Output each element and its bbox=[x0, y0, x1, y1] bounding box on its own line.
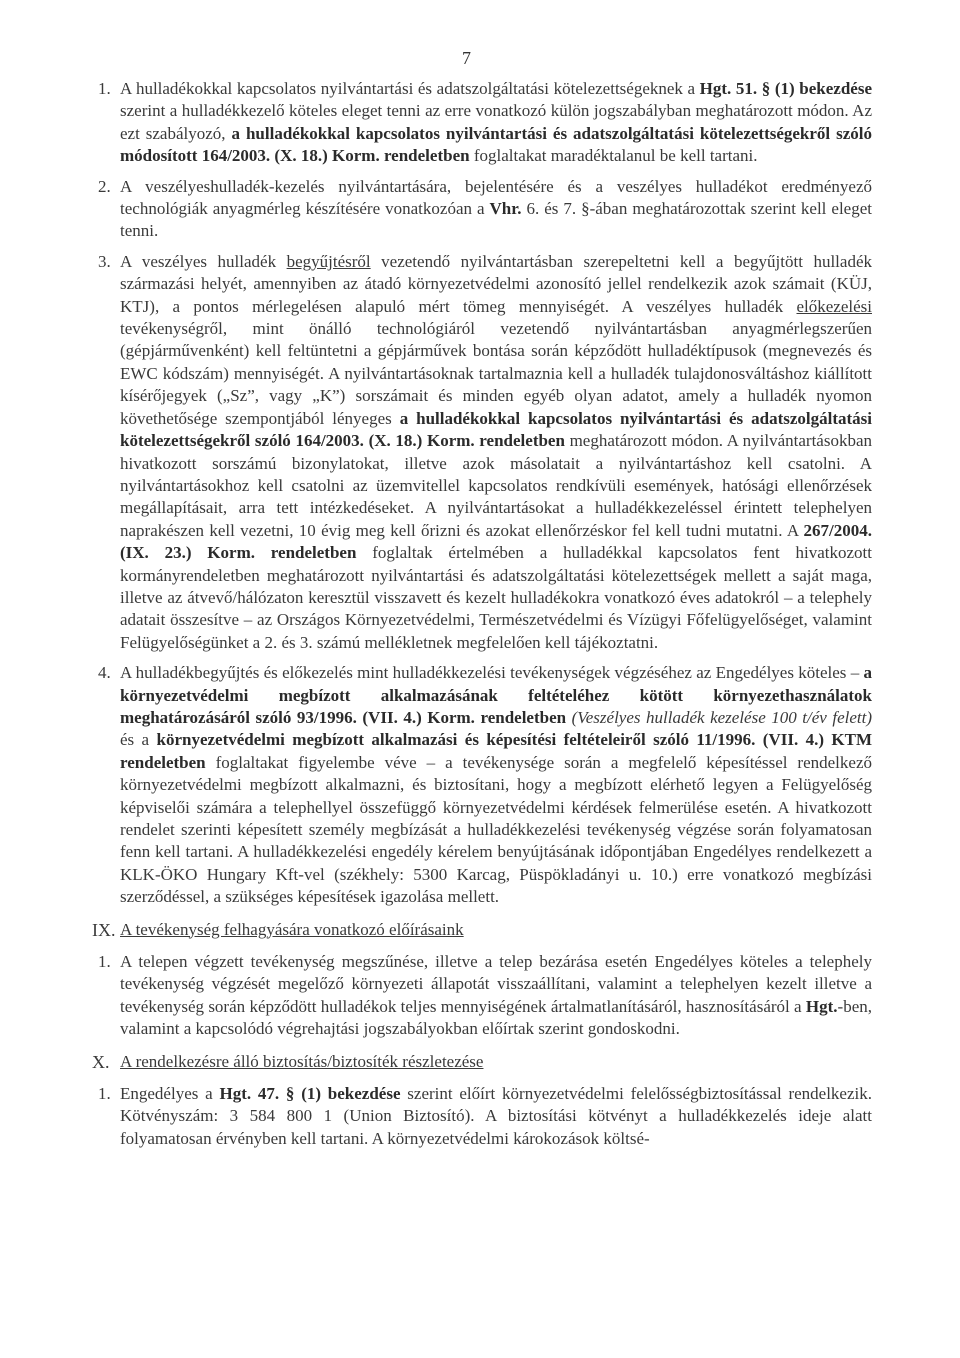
text-segment: A hulladékbegyűjtés és előkezelés mint hulladékkezelési tevékenységek végzéséhez az Engedélyes köteles – bbox=[120, 663, 864, 683]
section-x-title: A rendelkezésre álló biztosítás/biztosíték részletezése bbox=[120, 1051, 484, 1071]
text-segment: foglaltakat maradéktalanul be kell tartani. bbox=[469, 146, 758, 166]
section-ix-number: IX. bbox=[92, 919, 116, 940]
main-paragraph-3 bbox=[98, 251, 872, 654]
section-x-paragraph-1 bbox=[98, 1083, 872, 1150]
document-body bbox=[92, 78, 873, 1158]
text-segment: előkezelési bbox=[796, 296, 872, 316]
text-segment: meghatározott módon. A nyilvántartásokban hivatkozott sorszámú bizonylatokat, illetve azok másolatait a nyilvántartáshoz kell csatolni. A nyilvántartásokhoz kell csatolni az üzemvitellel kapcsolatos rendkívüli események, hatósági ellenőrzések megállapításait, arra tett intézkedéseket. A nyilvántartásokat a hulladékkezeléssel érintett telephelyen naprakészen kell vezetni, 10 évig meg kell őrizni és azokat ellenőrzéskor fel kell tudni mutatni. A bbox=[120, 431, 872, 540]
text-segment: 267/2004. (IX. 23.) Korm. rendeletben bbox=[120, 520, 872, 563]
main-paragraph-1 bbox=[98, 78, 873, 168]
page-number: 7 bbox=[462, 48, 471, 68]
text-segment: szerint előírt környezetvédelmi felelősségbiztosítással rendelkezik. Kötvényszám: 3 584 800 1 (Union Biztosító). A biztosítási kötvényt a hulladékkezelés ideje alatt folyamatosan érvényben kell tartani. A környezetvédelmi károkozások költsé- bbox=[120, 1084, 872, 1148]
text-segment: A hulladékokkal kapcsolatos nyilvántartási és adatszolgáltatási kötelezettségeknek a bbox=[120, 79, 700, 98]
text-segment: foglaltakat figyelembe véve – a tevékenysége során a megfelelő képesítéssel rendelkező környezetvédelmi megbízott alkalmazni, és biztosítani, hogy a megbízott elérhető legyen a Felügyelőség képviselői számára a telephellyel összefüggő környezetvédelmi kérdések felmerülése esetén. A hivatkozott rendelet szerinti képesített személy megbízását a hulladékkezelési tevékenység végzése során folyamatosan fenn kell tartani. A hulladékkezelési engedély kérelem benyújtásának időpontjában Engedélyes rendelkezett a KLK-ÖKO Hungary Kft-vel (székhely: 5300 Karcag, Püspökladányi u. 10.) erre vonatkozó megbízási szerződéssel, a szükséges képesítések igazolása mellett. bbox=[120, 752, 872, 907]
paragraph-number: 4. bbox=[98, 663, 111, 683]
text-segment: a környezetvédelmi megbízott alkalmazásának feltételéhez kötött környezethasználatok meghatározásáról szóló 93/1996. (VII. 4.) Korm. rendeletben bbox=[120, 663, 872, 727]
text-segment: a hulladékokkal kapcsolatos nyilvántartási és adatszolgáltatási kötelezettségekről szóló módosított 164/2003. (X. 18.) Korm. rendeletben bbox=[120, 123, 873, 166]
text-segment: A telepen végzett tevékenység megszűnése, illetve a telep bezárása esetén Engedélyes köteles a telephely tevékenység végzését megelőző környezeti állapotát visszaállítani, valamint a telephelyen kezelt illetve a tevékenység során képződött hulladékok teljes mennyiségének ártalmatlanításáról, hasznosításáról a bbox=[120, 952, 872, 1016]
paragraph-number: 2. bbox=[98, 176, 111, 196]
paragraph-number: 1. bbox=[98, 79, 111, 98]
text-segment: Hgt. 51. § (1) bekezdése bbox=[699, 79, 872, 98]
text-segment: Hgt. 47. § (1) bekezdése bbox=[219, 1084, 401, 1104]
text-segment: begyűjtésről bbox=[286, 251, 371, 271]
section-x-heading bbox=[92, 1051, 872, 1073]
section-x-paragraphs bbox=[98, 1083, 872, 1150]
paragraph-number: 1. bbox=[98, 952, 111, 972]
text-segment: környezetvédelmi megbízott alkalmazási és képesítési feltételeiről szóló 11/1996. (VII. 4.) KTM rendeletben bbox=[120, 730, 873, 772]
section-ix-title: A tevékenység felhagyására vonatkozó előírásaink bbox=[120, 919, 464, 939]
text-segment: A veszélyes hulladék bbox=[120, 251, 287, 271]
main-paragraph-2 bbox=[98, 176, 872, 243]
text-segment: Hgt. bbox=[805, 996, 838, 1016]
text-segment: tevékenységről, mint önálló technológiáról vezetendő nyilvántartásban anyagmérlegszerűen (gépjárművenként) kell feltüntetni a gépjárművek bontása során képződött hulladéktípusok (megnevezés és EWC kódszám) mennyiségét. A nyilvántartásoknak tartalmaznia kell a hulladék tulajdonosváltáshoz kiállított kísérőjegyek („Sz”, vagy „K”) sorszámait és minden egyéb olyan adatot, amely a hulladék nyomon követhetősége szempontjából lényeges bbox=[120, 319, 872, 428]
main-paragraphs bbox=[98, 78, 873, 909]
section-ix-heading bbox=[92, 919, 872, 941]
text-segment: Vhr. bbox=[489, 199, 522, 219]
main-paragraph-4 bbox=[98, 662, 873, 908]
text-segment: Engedélyes a bbox=[120, 1084, 220, 1104]
text-segment: (Veszélyes hulladék kezelése 100 t/év felett) bbox=[571, 707, 872, 727]
text-segment: -ben, valamint a kapcsolódó végrehajtási jogszabályokban előírtak szerint gondoskodni. bbox=[120, 996, 872, 1039]
text-segment: A veszélyeshulladék-kezelés nyilvántartására, bejelentésére és a veszélyes hulladékot eredményező technológiák anyagmérleg készítésére vonatkozóan a bbox=[120, 176, 872, 219]
paragraph-number: 1. bbox=[98, 1084, 111, 1104]
text-segment: a hulladékokkal kapcsolatos nyilvántartási és adatszolgáltatási kötelezettségekről szóló 164/2003. (X. 18.) Korm. rendeletben bbox=[120, 408, 872, 451]
text-segment: szerint a hulladékkezelő köteles eleget tenni az erre vonatkozó külön jogszabályban meghatározott módon. Az ezt szabályozó, bbox=[120, 101, 872, 143]
text-segment: foglaltak értelmében a hulladékkal kapcsolatos fent hivatkozott kormányrendeletben meghatározott nyilvántartási és adatszolgáltatási kötelezettségek mellett a saját maga, illetve az átvevő/hálózaton keresztül visszavett és kezelt hulladékokra vonatkozó éves adatokról – a telephely adatait összesítve – az Országos Környezetvédelmi, Természetvédelmi és Vízügyi Főfelügyelőséget, valamint Felügyelőségünket a 2. és 3. számú mellékletnek megfelelően kell tájékoztatni. bbox=[120, 543, 872, 652]
section-x-number: X. bbox=[92, 1051, 110, 1072]
section-ix-paragraphs bbox=[98, 951, 872, 1041]
text-segment: vezetendő nyilvántartásban szerepeltetni kell a begyűjtött hulladék származási helyét, amennyiben az átadó környezetvédelmi azonosító jellel rendelkezik azok számait (KÜJ, KTJ), a pontos mérlegelésen alapuló mért tömeg mennyiségét. A veszélyes hulladék bbox=[120, 251, 872, 316]
section-ix-paragraph-1 bbox=[98, 951, 872, 1041]
text-segment: 6. és 7. §-ában meghatározottak szerint kell eleget tenni. bbox=[120, 199, 872, 241]
paragraph-number: 3. bbox=[98, 251, 111, 271]
text-segment: és a bbox=[120, 730, 157, 750]
